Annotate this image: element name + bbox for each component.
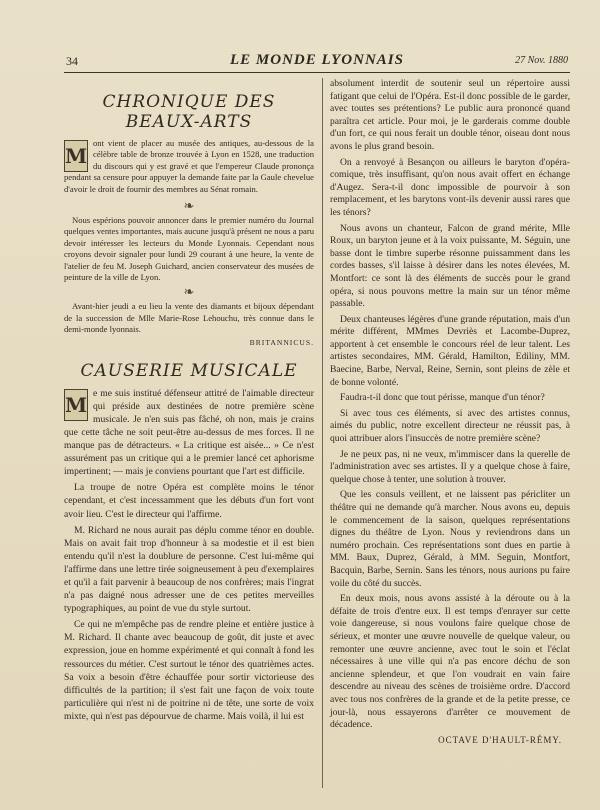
causerie-title: CAUSERIE MUSICALE [80, 360, 298, 381]
header-rule [64, 72, 570, 73]
page-header [64, 52, 570, 70]
right-paragraph-2: On a renvoyé à Besançon ou ailleurs le baryton d'opéra-comique, très insuffisant, qu'on nous avait offert en échange d'Augez. Sera-t-il donc impossible de pourvoir à son remplacement, et les barytons vont-ils devenir aussi rares que les ténors? [330, 156, 570, 218]
causerie-paragraph-2: La troupe de notre Opéra est complète moins le ténor cependant, et c'est incessamment que les débuts d'un fort vont avoir lieu. C'est le directeur qui l'affirme. [64, 482, 314, 520]
chronique-paragraph-3: Avant-hier jeudi a eu lieu la vente des diamants et bijoux dépendant de la succession de Mlle Marie-Rose Lehouchu, très connue dans le demi-monde lyonnais. [64, 301, 314, 335]
right-paragraph-8: Que les consuls veillent, et ne laissent pas péricliter un théâtre qui ne demande qu'à marcher. Nous avons eu, depuis le commencement de la saison, quelques représentations dignes du théâtre de Lyon. Nous y reviendrons dans un numéro prochain. Ces représentations sont dues en partie à MM. Baux, Duprez, Gérald, à MM. Seguin, Montfort, Bacquin, Barbe, Sernin. Sans les ténors, nous aurions pu faire voile du côté du succès. [330, 489, 570, 589]
right-paragraph-7: Je ne peux pas, ni ne veux, m'immiscer dans la querelle de l'administration avec ses artistes. Il y a quelque chose à faire, quelque chose à tenter, une solution à trouver. [330, 448, 570, 485]
right-paragraph-4: Deux chanteuses légères d'une grande réputation, mais d'un mérite différent, MMmes Devriès et Lacombe-Duprez, apportent à cet ensemble le concours réel de leur talent. Les artistes secondaires, MM. Gérald, Hamilton, Ediliny, MM. Baecine, Barbe, Nerval, Reine, Sernin, sont pleins de zèle et de bonne volonté. [330, 313, 570, 388]
causerie-paragraph-1: e me suis institué défenseur attitré de l'aimable directeur qui préside aux destinées de notre première scène musicale. Je n'en suis pas fâché, oh non, mais je crains que cette tâche ne soit peut-être au-dessus de mes forces. Il ne manque pas de détracteurs. « La critique est aisée... » Ce n'est assurément pas un critique qui a le premier lancé cet aphorisme impertinent; — mais je conviens pourtant que l'art est difficile. [64, 387, 314, 478]
chronique-paragraph-2: Nous espérions pouvoir annoncer dans le premier numéro du Journal quelques ventes importantes, mais aucune jusqu'à présent ne nous a paru devoir intéresser les lecteurs du Monde Lyonnais. Cependant nous croyons devoir signaler pour lundi 29 courant à une heure, la vente de l'atelier de feu M. Joseph Guichard, ancien conservateur des musées de peinture de la ville de Lyon. [64, 215, 314, 283]
causerie-paragraph-4: Ce qui ne m'empêche pas de rendre pleine et entière justice à M. Richard. Il chante avec beaucoup de goût, dit juste et avec expression, joue en homme expérimenté et qui connaît à fond les ressources du métier. C'est surtout le ténor des quatrièmes actes. Sa voix a besoin d'être échauffée pour sortir victorieuse des difficultés de la partition; il s'est fait une façon de voix toute particulière qui n'est ni de poitrine ni de tête, une sorte de voix mixte, qui n'est pas dépourvue de charme. Mais voilà, il lui est [64, 619, 314, 722]
right-paragraph-1: absolument interdit de soutenir seul un répertoire aussi fatigant que celui de l'Opéra. Est-il donc possible de le garder, avec toutes ses prétentions? Le public aura prononcé quand paraîtra cet article. Pour moi, je le garderais comme double d'un fort, ce qui nous ferait un double ténor, oiseau dont nous avons le plus grand besoin. [330, 78, 570, 152]
right-column [330, 78, 570, 745]
right-paragraph-9: En deux mois, nous avons assisté à la déroute ou à la défaite de trois d'entre eux. Il est temps d'enrayer sur cette voie dangereuse, si nous voulons faire quelque chose de sérieux, et monter une œuvre nouvelle de quelque valeur, ou remonter une œuvre ancienne, avec tout le soin et l'éclat nécessaires à une ville qui n'a pas encore déchu de son ancienne splendeur, et que l'on voudrait en vain faire descendre au niveau des scènes de troisième ordre. D'accord avec tous nos confrères de la grande et de la petite presse, ce jour-là, nous essayerons d'arrêter ce mouvement de décadence. [330, 593, 570, 731]
chronique-title: CHRONIQUE DES BEAUX-ARTS [102, 92, 276, 132]
causerie-signature: OCTAVE D'HAULT-RÉMY. [438, 734, 562, 745]
chronique-paragraph-1: ont vient de placer au musée des antiques, au-dessous de la célèbre table de bronze trouvée à Lyon en 1528, une traduction du discours qui y est gravé et que l'empereur Claude prononça pendant sa censure pour appuyer la demande faite par la Gaule chevelue d'avoir le droit de fournir des membres au Sénat romain. [64, 138, 314, 194]
chronique-drop-cap: M [64, 140, 88, 172]
chronique-signature: BRITANNICUS. [249, 337, 314, 347]
fleuron-ornament-icon: ❧ [183, 198, 195, 214]
page-number: 34 [66, 54, 78, 68]
causerie-paragraph-3: M. Richard ne nous aurait pas déplu comme ténor en double. Mais on avait fait trop d'honneur à sa modestie et il est bien entendu qu'il n'est la doublure de personne. C'est lui-même qui l'affirme dans une lettre tirée soigneusement à peu d'exemplaires et qu'il a fait parvenir à beaucoup de nos confrères; mais l'ingrat n'a pas daigné nous adresser une de ces petites merveilles typographiques, au point de vue du style surtout. [64, 524, 314, 615]
fleuron-ornament-icon: ❧ [183, 284, 195, 300]
left-column [64, 78, 314, 726]
right-paragraph-6: Si avec tous ces éléments, si avec des artistes connus, aimés du public, notre excellent directeur ne réussit pas, à quoi attribuer alors l'insuccès de notre première scène? [330, 407, 570, 445]
right-paragraph-3: Nous avons un chanteur, Falcon de grand mérite, Mlle Roux, un baryton jeune et à la voix puissante, M. Séguin, une basse dont le timbre superbe résonne puissamment dans les cordes basses, s'il laisse à désirer dans les notes élevées, M. Montfort: ce sont là des éléments de succès pour le grand opéra, si nous pouvons mettre la main sur un ténor même passable. [330, 222, 570, 310]
column-divider [322, 78, 323, 788]
right-paragraph-5: Faudra-t-il donc que tout périsse, manque d'un ténor? [340, 392, 545, 404]
publication-title: LE MONDE LYONNAIS [230, 52, 404, 68]
issue-date: 27 Nov. 1880 [515, 55, 568, 66]
causerie-drop-cap: M [64, 389, 88, 421]
